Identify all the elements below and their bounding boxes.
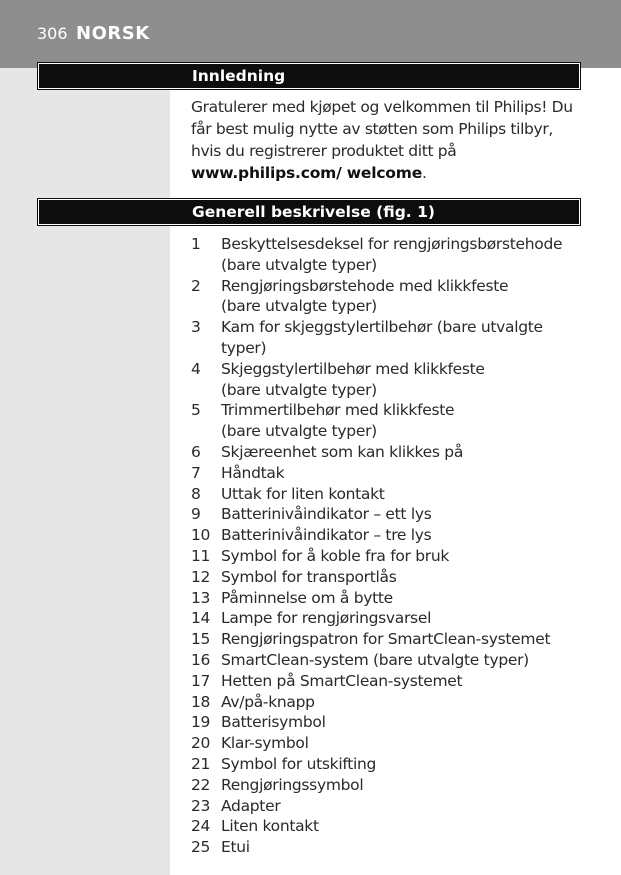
list-item <box>191 463 591 484</box>
item-text: Rengjøringssymbol <box>221 775 364 794</box>
section-heading-intro <box>38 63 580 89</box>
intro-text: Gratulerer med kjøpet og velkommen til Philips! Du får best mulig nytte av støtten som Philips tilbyr, hvis du registrerer produktet ditt på <box>191 98 573 160</box>
list-item <box>191 629 591 650</box>
item-text: Batterisymbol <box>221 713 326 732</box>
page-header <box>0 0 621 68</box>
item-number: 24 <box>191 817 211 836</box>
item-number: 21 <box>191 754 211 773</box>
list-item <box>191 442 591 463</box>
item-text: Klar-symbol <box>221 734 309 753</box>
item-text: SmartClean-system (bare utvalgte typer) <box>221 650 529 669</box>
item-number: 8 <box>191 484 201 503</box>
item-number: 3 <box>191 318 201 337</box>
item-number: 19 <box>191 713 211 732</box>
list-item <box>191 650 591 671</box>
item-text: Beskyttelsesdeksel for rengjøringsbørstehode (bare utvalgte typer) <box>221 235 563 274</box>
list-item <box>191 671 591 692</box>
list-item <box>191 400 591 442</box>
item-number: 11 <box>191 546 211 565</box>
list-item <box>191 733 591 754</box>
item-number: 22 <box>191 775 211 794</box>
item-text: Påminnelse om å bytte <box>221 588 393 607</box>
item-number: 5 <box>191 401 201 420</box>
list-item <box>191 234 591 276</box>
item-text: Liten kontakt <box>221 817 319 836</box>
list-item <box>191 692 591 713</box>
item-number: 7 <box>191 463 201 482</box>
list-item <box>191 712 591 733</box>
list-item <box>191 837 591 858</box>
list-item <box>191 588 591 609</box>
page-number: 306 <box>37 24 68 43</box>
parts-list <box>191 234 591 858</box>
item-text: Hetten på SmartClean-systemet <box>221 671 463 690</box>
section-title-intro: Innledning <box>192 67 286 85</box>
item-number: 18 <box>191 692 211 711</box>
item-text: Adapter <box>221 796 281 815</box>
item-text: Batterinivåindikator – tre lys <box>221 526 432 545</box>
list-item <box>191 816 591 837</box>
list-item <box>191 276 591 318</box>
item-text: Håndtak <box>221 463 285 482</box>
item-text: Batterinivåindikator – ett lys <box>221 505 432 524</box>
item-number: 15 <box>191 630 211 649</box>
item-number: 14 <box>191 609 211 628</box>
list-item <box>191 484 591 505</box>
language-title: NORSK <box>76 23 150 44</box>
list-item <box>191 359 591 401</box>
item-number: 2 <box>191 276 201 295</box>
item-text: Rengjøringsbørstehode med klikkfeste (bare utvalgte typer) <box>221 276 509 316</box>
intro-end: . <box>422 164 427 182</box>
item-text: Symbol for å koble fra for bruk <box>221 546 450 565</box>
left-margin-column <box>0 68 170 875</box>
item-number: 4 <box>191 359 201 378</box>
list-item <box>191 317 591 359</box>
list-item <box>191 525 591 546</box>
section-title-description: Generell beskrivelse (fig. 1) <box>192 203 435 221</box>
item-number: 1 <box>191 235 201 253</box>
item-text: Rengjøringspatron for SmartClean-systemet <box>221 630 551 649</box>
item-number: 13 <box>191 588 211 607</box>
item-text: Uttak for liten kontakt <box>221 484 385 503</box>
item-text: Kam for skjeggstylertilbehør (bare utvalgte typer) <box>221 318 543 357</box>
item-text: Skjeggstylertilbehør med klikkfeste (bare utvalgte typer) <box>221 359 485 399</box>
intro-paragraph <box>191 96 576 184</box>
list-item <box>191 608 591 629</box>
philips-link[interactable]: www.philips.com/ welcome <box>191 164 423 182</box>
item-number: 25 <box>191 838 211 857</box>
item-number: 20 <box>191 734 211 753</box>
item-number: 10 <box>191 526 211 545</box>
item-number: 16 <box>191 650 211 669</box>
list-item <box>191 504 591 525</box>
item-text: Skjæreenhet som kan klikkes på <box>221 442 464 461</box>
item-number: 9 <box>191 505 201 524</box>
item-text: Etui <box>221 838 250 857</box>
item-text: Trimmertilbehør med klikkfeste (bare utvalgte typer) <box>221 401 455 441</box>
item-text: Av/på-knapp <box>221 692 315 711</box>
item-number: 12 <box>191 567 211 586</box>
list-item <box>191 754 591 775</box>
item-number: 23 <box>191 796 211 815</box>
item-text: Symbol for utskifting <box>221 754 377 773</box>
item-text: Symbol for transportlås <box>221 567 397 586</box>
section-heading-description <box>38 199 580 225</box>
list-item <box>191 546 591 567</box>
item-text: Lampe for rengjøringsvarsel <box>221 609 432 628</box>
list-item <box>191 775 591 796</box>
item-number: 6 <box>191 442 201 461</box>
item-number: 17 <box>191 671 211 690</box>
list-item <box>191 796 591 817</box>
list-item <box>191 567 591 588</box>
